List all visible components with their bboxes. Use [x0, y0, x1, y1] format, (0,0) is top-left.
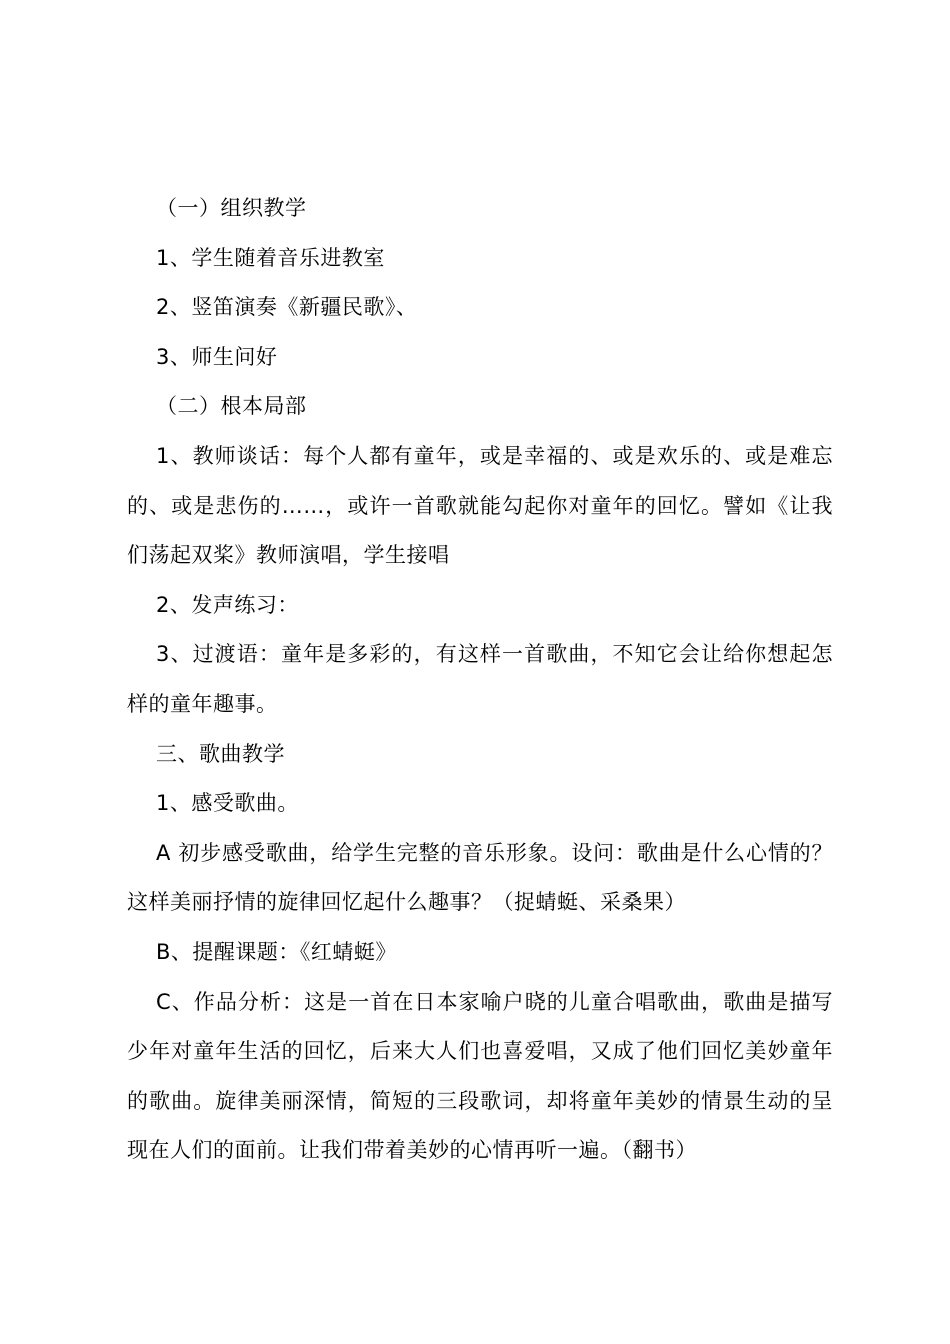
section-heading-basic: （二）根本局部 [156, 394, 307, 419]
section-heading-organize: （一）组织教学 [156, 196, 307, 220]
paragraph: B、提醒课题：《红蜻蜓》 [156, 939, 397, 964]
paragraph: 3、过渡语：童年是多彩的，有这样一首歌曲，不知它会让给你想起怎样的童年趣事。 [127, 642, 833, 716]
list-item: 2、发声练习： [156, 592, 299, 617]
section-heading-song-teaching: 三、歌曲教学 [156, 741, 285, 766]
document-body [127, 184, 833, 1176]
paragraph: C、作品分析：这是一首在日本家喻户晓的儿童合唱歌曲，歌曲是描写少年对童年生活的回忆，后来大人们也喜爱唱，又成了他们回忆美妙童年的歌曲。旋律美丽深情，简短的三段歌词，却将童年美妙的情景生动的呈现在人们的面前。让我们带着美妙的心情再听一遍。（翻书） [127, 989, 833, 1163]
list-item: 1、学生随着音乐进教室 [156, 245, 385, 270]
list-item: 3、师生问好 [156, 344, 278, 369]
list-item: 2、竖笛演奏《新疆民歌》、 [156, 295, 418, 320]
list-item: 1、感受歌曲。 [156, 791, 299, 816]
paragraph: A 初步感受歌曲，给学生完整的音乐形象。设问：歌曲是什么心情的？这样美丽抒情的旋律回忆起什么趣事？（捉蜻蜓、采桑果） [127, 840, 833, 915]
paragraph: 1、教师谈话：每个人都有童年，或是幸福的、或是欢乐的、或是难忘的、或是悲伤的……，或许一首歌就能勾起你对童年的回忆。譬如《让我们荡起双桨》教师演唱，学生接唱 [127, 443, 833, 568]
